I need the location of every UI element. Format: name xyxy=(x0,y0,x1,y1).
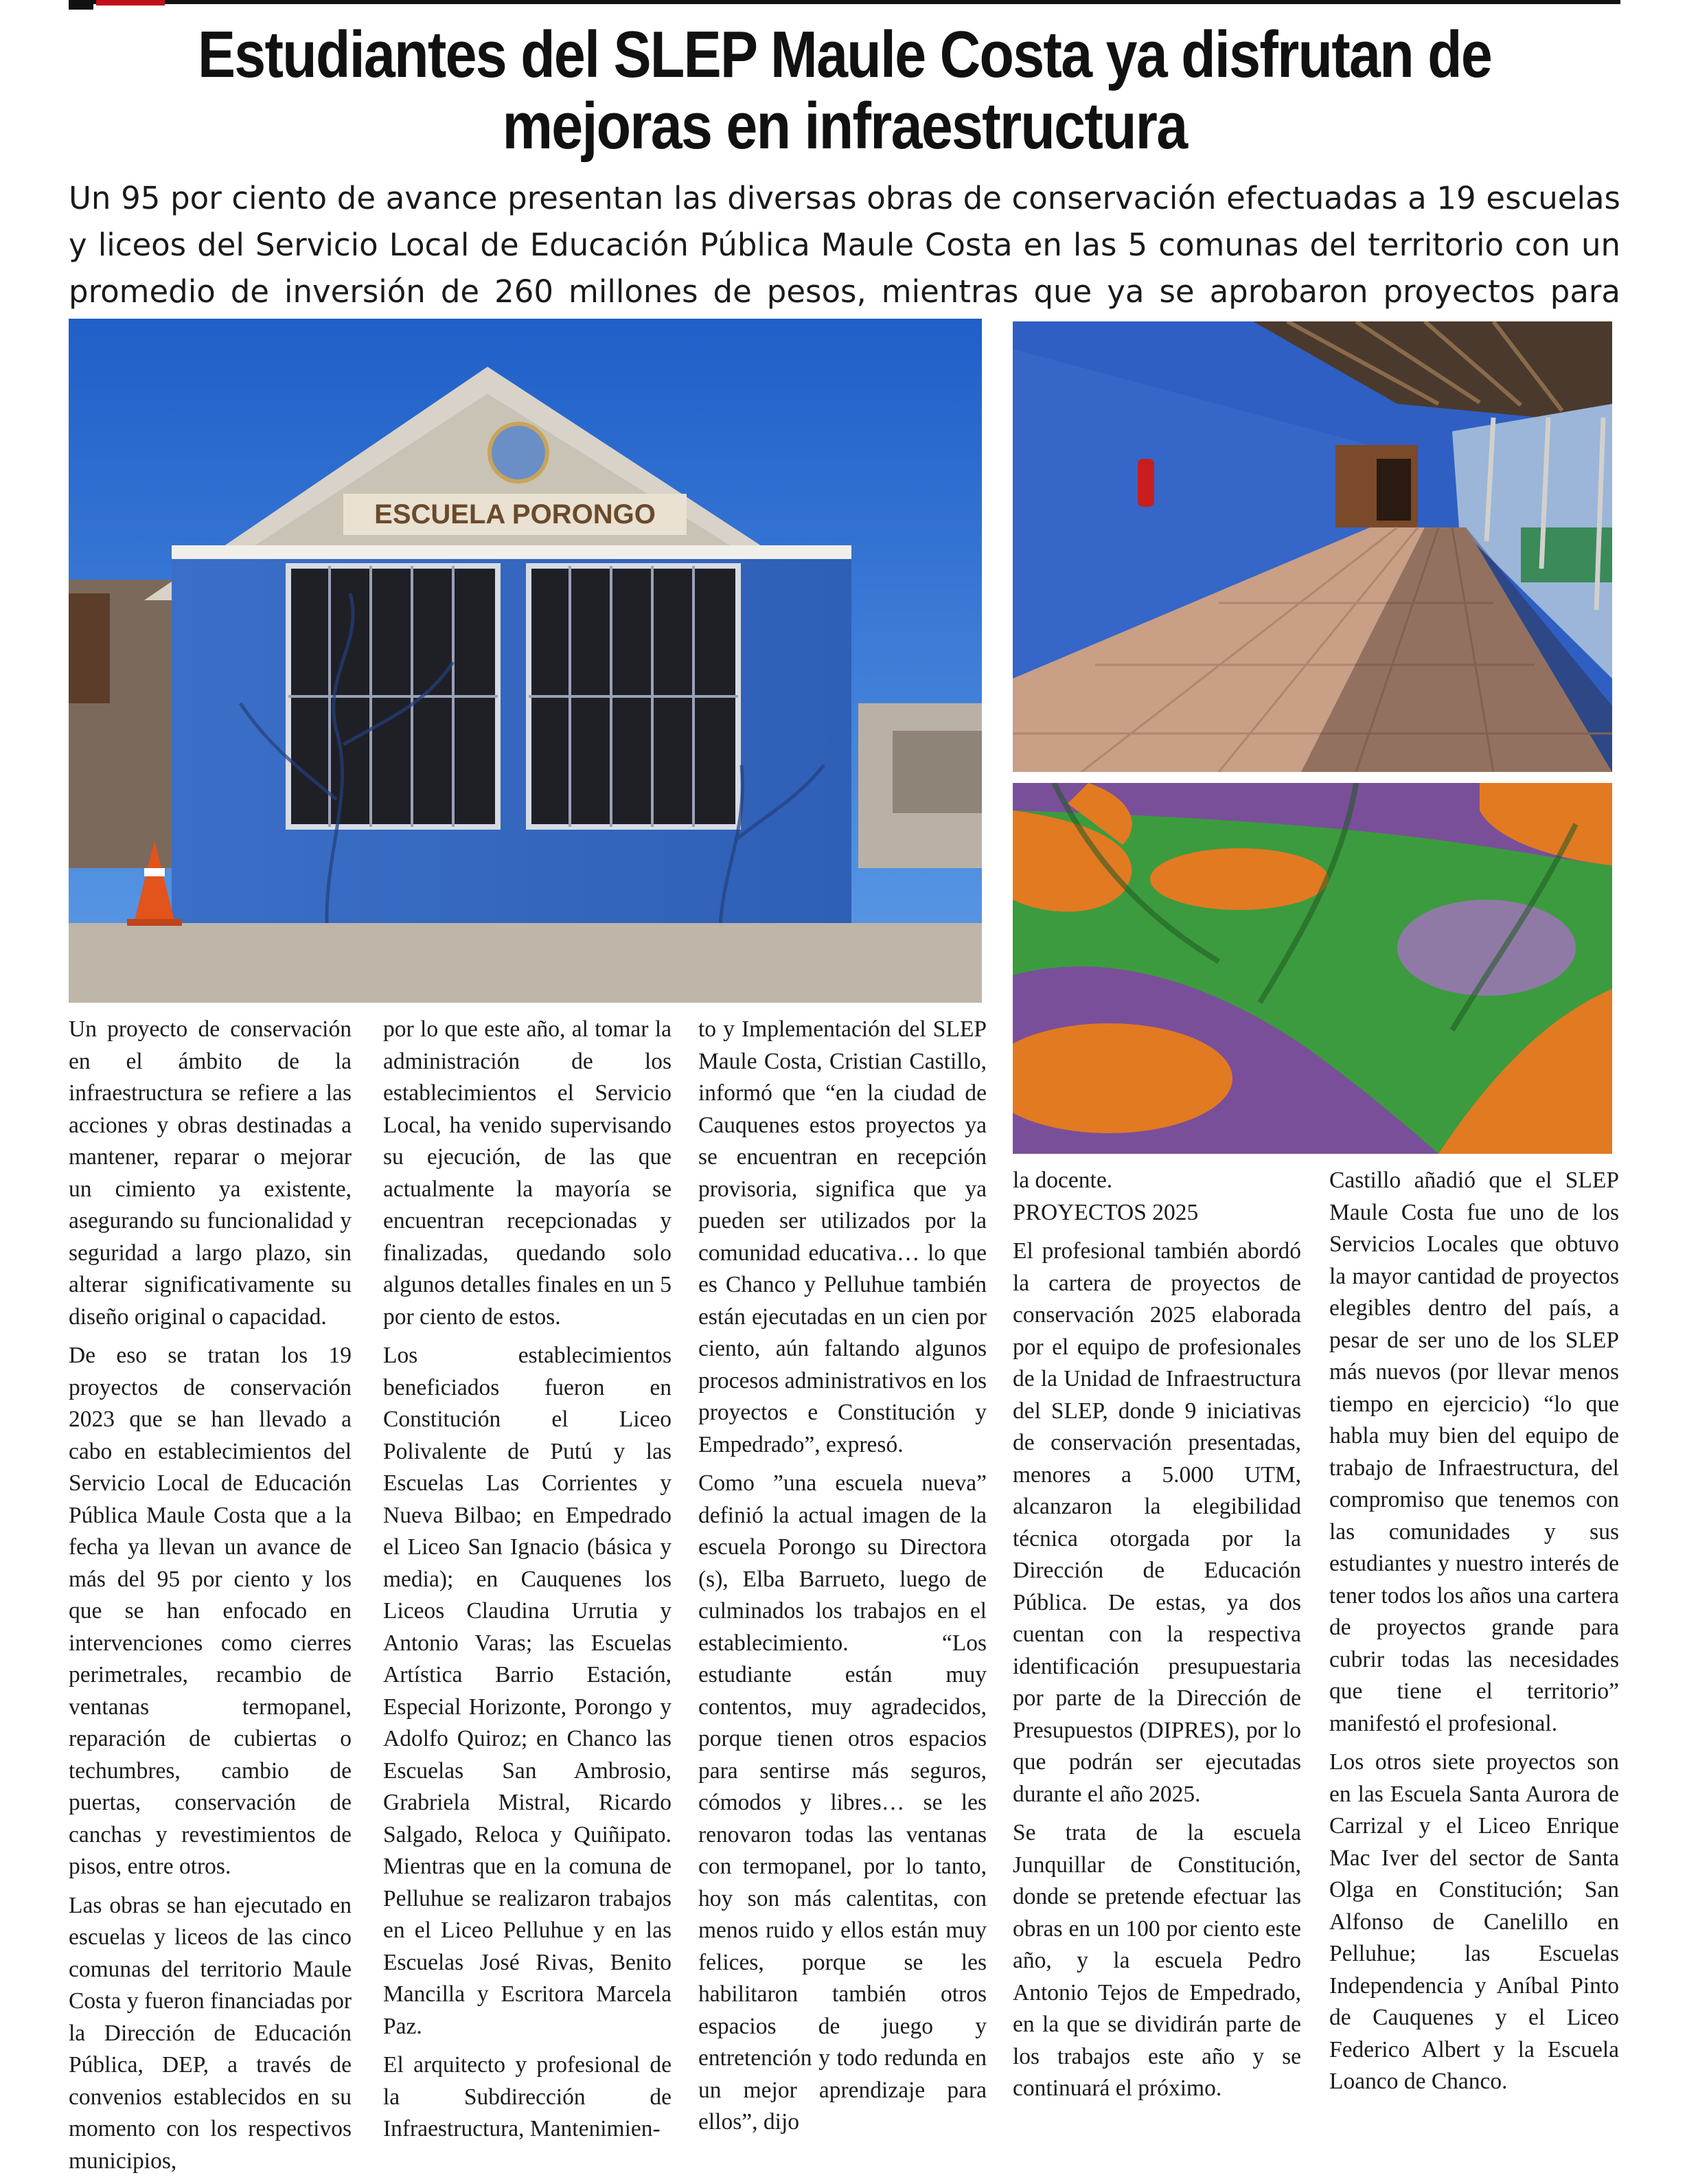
school-sign-text: ESCUELA PORONGO xyxy=(374,499,656,530)
body-column-1 xyxy=(69,1014,352,2184)
body-column-4 xyxy=(1013,1165,1301,2112)
paragraph: El profesional también abordó la cartera de proyectos de conservación 2025 elaborada por el equipo de profesionales de la Unidad de Infraestructura del SLEP, donde 9 iniciativas de conservación presentadas, menores a 5.000 UTM, alcanzaron la elegibilidad técnica otorgada por la Dirección de Educación Pública. De estas, ya dos cuentan con la respectiva identificación presupuestaria por parte de la Dirección de Presupuestos (DIPRES), por lo que podrán ser ejecutadas durante el año 2025. xyxy=(1013,1238,1301,1807)
paragraph: Se trata de la escuela Junquillar de Constitución, donde se pretende efectuar las obras en un 100 por ciento este año, y la escuela Pedro Antonio Tejos de Empedrado, en la que se dividirán parte de los trabajos este año y se continuará el próximo. xyxy=(1013,1820,1301,2101)
corridor-photo xyxy=(1013,321,1612,772)
paragraph: De eso se tratan los 19 proyectos de conservación 2023 que se han llevado a cabo en establecimientos del Servicio Local de Educación Pública Maule Costa que a la fecha ya llevan un avance de más del 95 por ciento y los que se han enfocado en intervenciones como cierres perimetrales, recambio de ventanas termopanel, reparación de cubiertas o techumbres, cambio de puertas, conservación de canchas y revestimientos de pisos, entre otros. xyxy=(69,1343,352,1879)
paragraph: la docente. xyxy=(1013,1168,1113,1193)
headline: Estudiantes del SLEP Maule Costa ya disfrutan de mejoras en infraestructura xyxy=(197,18,1492,163)
paragraph: Castillo añadió que el SLEP Maule Costa fue uno de los Servicios Locales que obtuvo la mayor cantidad de proyectos elegibles dentro del país, a pesar de ser uno de los SLEP más nuevos (por llevar menos tiempo en ejercicio) “lo que habla muy bien del equipo de trabajo de Infraestructura, del compromiso que tenemos con las comunidades y sus estudiantes y nuestro interés de tener todos los años una cartera de proyectos grande para cubrir todas las necesidades que tiene el territorio” manifestó el profesional. xyxy=(1329,1168,1619,1736)
section-marker xyxy=(69,0,93,10)
body-column-3 xyxy=(698,1014,987,2146)
deck: Un 95 por ciento de avance presentan las diversas obras de conservación efectuadas a 19 escuelas y liceos del Servicio Local de Educación Pública Maule Costa en las 5 comunas del territorio con un promedio de inversión de 260 millones de pesos, mientras que ya se aprobaron proyectos para xyxy=(69,180,1620,310)
section-subhead: PROYECTOS 2025 xyxy=(1013,1199,1199,1225)
paragraph: Un proyecto de conservación en el ámbito de la infraestructura se refiere a las acciones y obras destinadas a mantener, reparar o mejorar un cimiento ya existente, asegurando su funcionalidad y seguridad a largo plazo, sin alterar significativamente su diseño original o capacidad. xyxy=(69,1016,352,1330)
paragraph: por lo que este año, al tomar la administración de los establecimientos el Servicio Local, ha venido supervisando su ejecución, de las que actualmente la mayoría se encuentran recepcionadas y finalizadas, quedando solo algunos detalles finales en un 5 por ciento de estos. xyxy=(383,1016,672,1330)
top-rule xyxy=(69,0,1620,4)
body-column-5 xyxy=(1329,1165,1619,2105)
paragraph: to y Implementación del SLEP Maule Costa, Cristian Castillo, informó que “en la ciudad de Cauquenes estos proyectos ya se encuentran en recepción provisoria, significa que ya pueden ser utilizados por la comunidad educativa… lo que es Chanco y Pelluhue también están ejecutadas en un cien por ciento, aún faltando algunos procesos administrativos en los proyectos e Constitución y Empedrado”, expresó. xyxy=(698,1016,987,1457)
body-column-2 xyxy=(383,1014,672,2152)
paragraph: Los establecimientos beneficiados fueron en Constitución el Liceo Polivalente de Putú y las Escuelas Las Corrientes y Nueva Bilbao; en Empedrado el Liceo San Ignacio (básica y media); en Cauquenes los Liceos Claudina Urrutia y Antonio Varas; las Escuelas Artística Barrio Estación, Especial Horizonte, Porongo y Adolfo Quiroz; en Chanco las Escuelas San Ambrosio, Grabriela Mistral, Ricardo Salgado, Reloca y Quiñipato. Mientras que en la comuna de Pelluhue se realizaron trabajos en el Liceo Pelluhue y en las Escuelas José Rivas, Benito Mancilla y Escritora Marcela Paz. xyxy=(383,1343,672,2039)
paragraph: Los otros siete proyectos son en las Escuela Santa Aurora de Carrizal y el Liceo Enrique Mac Iver del sector de Santa Olga en Constitución; San Alfonso de Canelillo en Pelluhue; las Escuelas Independencia y Aníbal Pinto de Cauquenes y el Liceo Federico Albert y la Escuela Loanco de Chanco. xyxy=(1329,1749,1619,2094)
paragraph: Como ”una escuela nueva” definió la actual imagen de la escuela Porongo su Directora (s), Elba Barrueto, luego de culminados los trabajos en el establecimiento. “Los estudiante están muy contentos, muy agradecidos, porque tienen otros espacios para sentirse más seguros, cómodos y libres… se les renovaron todas las ventanas con termopanel, por lo tanto, hoy son más calentitas, con menos ruido y ellos están muy felices, porque se les habilitaron también otros espacios de juego y entretención y todo redunda en un mejor aprendizaje para ellos”, dijo xyxy=(698,1470,987,2135)
paragraph: El arquitecto y profesional de la Subdirección de Infraestructura, Mantenimien- xyxy=(383,2052,672,2141)
paragraph: Las obras se han ejecutado en escuelas y liceos de las cinco comunas del territorio Maule Costa y fueron financiadas por la Dirección de Educación Pública, DEP, a través de convenios establecidos en su momento con los respectivos municipios, xyxy=(69,1892,352,2174)
section-accent xyxy=(96,0,165,5)
school-facade-photo xyxy=(69,319,982,1003)
playground-photo xyxy=(1013,783,1612,1154)
